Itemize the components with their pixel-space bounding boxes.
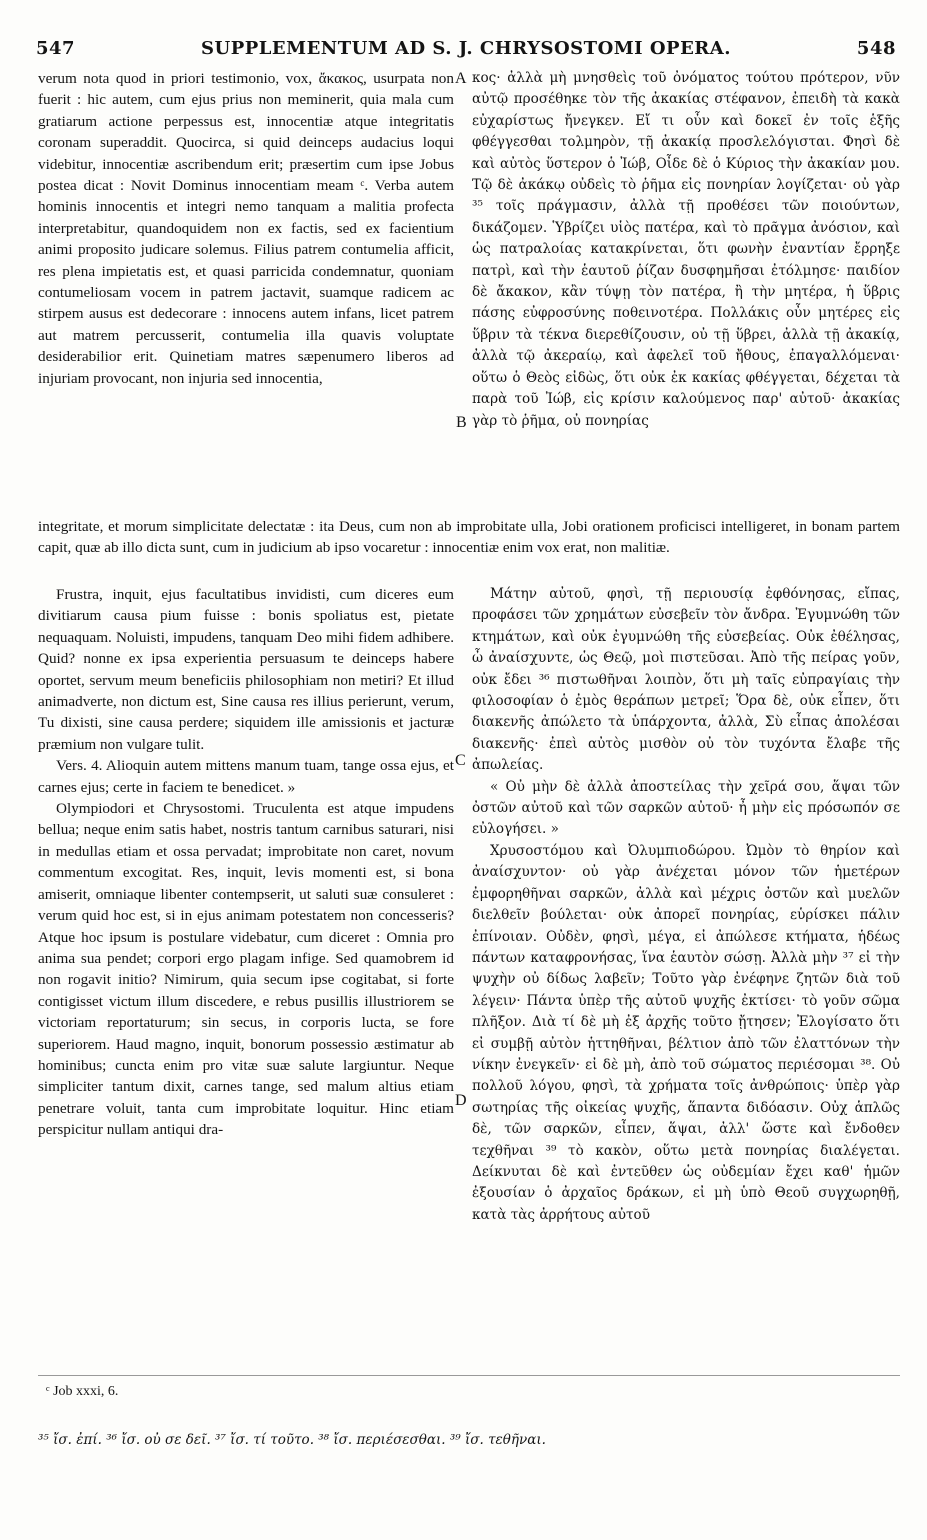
- margin-marker-c: C: [455, 752, 466, 769]
- page-number-right: 548: [856, 38, 896, 59]
- latin-paragraph: verum nota quod in priori testimonio, vox, ἄκακος, usurpata non fuerit : hic autem, cum ejus prius non meminerit, quia mala cum gratiarum actione perpessus est, innocentiæ atque integritatis coronam superaddit. Quocirca, si quid deinceps audacius loqui videbitur, innocentiæ ascribendum erit; præsertim cum ipse Jobus postea dicat : Novit Dominus innocentiam meam ᶜ. Verba autem hominis innocentis et integri nemo tanquam a malitia profecta interpretabitur, quandoquidem non ex factis, sed ex facientium animi proposito judicare solemus. Filius patrem contumelia afficit, res plena impietatis est, et quasi parricida condemnatur, quoniam contumeliosam vocem in patrem jactavit, suamque radicem ac stirpem ausus est dedecorare : innocens autem infans, licet patrem aut matrem percusserit, contumelia illa quavis voluptate desiderabilior erit. Quinetiam matres sæpenumero liberos ad injuriam provocant, non injuria sed innocentia,: [38, 70, 454, 387]
- greek-column-top: [472, 68, 900, 520]
- greek-paragraph: Χρυσοστόμου καὶ Ὀλυμπιοδώρου. Ὠμὸν τὸ θηρίον καὶ ἀναίσχυντον· οὐ γὰρ ἀνέχεται μόνον τῶν ἡμετέρων ἐμφορηθῆναι σαρκῶν, ἀλλὰ καὶ μέχρις ὀστῶν καὶ μυελῶν διελθεῖν βούλεται· οὐκ ἀπορεῖ πονηρίας, εὑρίσκει πάλιν ἐπίνοιαν. Οὐδὲν, φησὶ, μέγα, εἰ ἀπώλεσε κτήματα, ἡδέως πάντων καταφρονήσας, ἵνα ἑαυτὸν σώσῃ. Ἀλλὰ μὴν ³⁷ εἰ τὴν ψυχὴν οὐ δίδως λαβεῖν; Τοῦτο γὰρ ἐνέφηνε ζητῶν διὰ τοῦ λέγειν· Πάντα ὑπὲρ τῆς αὐτοῦ ψυχῆς ἐκτίσει· τὸ γοῦν σῶμα πλῆξον. Διὰ τί δὲ μὴ ἐξ ἀρχῆς τοῦτο ᾔτησεν; Ἐλογίσατο ὅτι εἰ συμβῇ αὐτὸν ἡττηθῆναι, βέλτιον ἀπὸ τῶν ἐλαττόνων τὴν νίκην ἐνεγκεῖν· εἰ δὲ μὴ, ἀπὸ τοῦ σώματος περιέσομαι ³⁸. Οὐ πολλοῦ λόγου, φησὶ, τὰ χρήματα τοῖς ἀνθρώποις· ὑπὲρ γὰρ σωτηρίας τῆς οἰκείας ψυχῆς, ἅπαντα διδόασιν. Οὐχ ἁπλῶς δὲ, τῶν σαρκῶν, εἶπεν, ἅψαι, ἀλλ' ὥστε καὶ ἔνδοθεν τεχθῆναι ³⁹ τὸ κακὸν, οὕτω μετὰ πονηρίας διαλέγεται. Δείκνυται δὲ καὶ ἐντεῦθεν ὡς οὐδεμίαν ἔχει καθ' ἡμῶν ἐξουσίαν ὁ ἀρχαῖος δράκων, εἰ μὴ ὑπὸ Θεοῦ συγχωρηθῇ, κατὰ τὰς ἀρρήτους αὐτοῦ: [472, 842, 900, 1223]
- latin-column-top: [38, 68, 454, 520]
- full-width-text: integritate, et morum simplicitate delectatæ : ita Deus, cum non ab improbitate ulla, Jobi orationem proficisci intelligeret, in bonam partem capit, quæ ab illo dicta sunt, cum in judicium ab ipso vocaretur : innocentiæ enim vox erat, non malitiæ.: [38, 518, 900, 557]
- page-number-left: 547: [36, 38, 76, 59]
- margin-marker-b: B: [456, 414, 467, 431]
- footnotes-greek: ³⁵ ἴσ. ἐπί. ³⁶ ἴσ. οὐ σε δεῖ. ³⁷ ἴσ. τί τοῦτο. ³⁸ ἴσ. περιέσεσθαι. ³⁹ ἴσ. τεθῆναι.: [38, 1432, 546, 1448]
- greek-verse: « Οὐ μὴν δὲ ἀλλὰ ἀποστείλας τὴν χεῖρά σου, ἅψαι τῶν ὀστῶν αὐτοῦ καὶ τῶν σαρκῶν αὐτοῦ· ἦ μὴν εἰς πρόσωπόν σε εὐλογήσει. »: [472, 778, 900, 838]
- footnote-latin: ᶜ Job xxxi, 6.: [46, 1384, 119, 1399]
- greek-column-bottom: [472, 584, 900, 1374]
- footnote-divider: [38, 1375, 900, 1376]
- latin-verse: Vers. 4. Alioquin autem mittens manum tuam, tange ossa ejus, et carnes ejus; certe in faciem te benedicet. »: [38, 757, 454, 796]
- running-title: SUPPLEMENTUM AD S. J. CHRYSOSTOMI OPERA.: [201, 38, 731, 59]
- greek-paragraph: κος· ἀλλὰ μὴ μνησθεὶς τοῦ ὀνόματος τούτου πρότερον, νῦν αὐτῷ προσέθηκε τὸν τῆς ἀκακίας στέφανον, ἐπειδὴ τὰ κακὰ εὐχαρίστως ἤνεγκεν. Εἴ τι οὖν καὶ δοκεῖ ἐν τοῖς ἑξῆς φθέγγεσθαι τολμηρὸν, τῇ ἀκακίᾳ προσλελόγισται. Φησὶ δὲ καὶ αὐτὸς ὕστερον ὁ Ἰώβ, Οἶδε δὲ ὁ Κύριος τὴν ἀκακίαν μου. Τῷ δὲ ἀκάκῳ οὐδεὶς τὸ ῥῆμα εἰς πονηρίαν λογίζεται· οὐ γὰρ ³⁵ τοῖς πράγμασιν, ἀλλὰ τῇ προθέσει τῶν ποιούντων, δικάζομεν. Ὑβρίζει υἱὸς πατέρα, καὶ τὸ πρᾶγμα ἀνόσιον, καὶ ὡς πατραλοίας κατακρίνεται, ὅτι φωνὴν ἐναντίαν ἔρρηξε πατρὶ, καὶ τὴν ἑαυτοῦ ῥίζαν δυσφημῆσαι ἐτόλμησε· παιδίον δὲ ἄκακον, κἂν τύψῃ τὸν πατέρα, ἢ τὴν μητέρα, ἡ ὕβρις πάσης εὐφροσύνης ποθεινοτέρα. Πολλάκις οὖν μητέρες εἰς ὕβριν τὰ τέκνα διερεθίζουσιν, οὐ τῇ ὕβρει, ἀλλὰ τῇ ἀκακίᾳ, ἀλλὰ τῷ ἀκεραίῳ, καὶ ἀφελεῖ τοῦ ἤθους, ἐπαγαλλόμεναι· οὕτω ὁ Θεὸς εἰδὼς, ὅτι οὐκ ἐκ κακίας φθέγγεται, δέχεται τὰ παρὰ τοῦ Ἰώβ, εἰς κρίσιν καλούμενος παρ' αὐτοῦ· ἀκακίας γὰρ τὸ ῥῆμα, οὐ πονηρίας: [472, 70, 900, 429]
- full-width-paragraph: [38, 516, 900, 580]
- greek-paragraph: Μάτην αὐτοῦ, φησὶ, τῇ περιουσίᾳ ἐφθόνησας, εἴπας, προφάσει τῶν χρημάτων εὐσεβεῖν τὸν ἄνδρα. Ἐγυμνώθη τῶν κτημάτων, καὶ οὐκ ἐγυμνώθη τῆς εὐσεβείας. Οὐκ ἐθέλησας, ὦ ἀναίσχυντε, ὡς Θεῷ, μοὶ πιστεῦσαι. Ἀπὸ τῆς πείρας γοῦν, οὐκ ἔδει ³⁶ πιστωθῆναι λοιπὸν, ὅτι μὴ ταῖς εὐπραγίαις τὴν φιλοσοφίαν ὁ ἐμὸς θεράπων μετρεῖ; Ὅρα δὲ, οὐκ εἶπεν, ὅτι διακενῆς ἀπώλετο τὰ ὑπάρχοντα, ἀλλὰ, Σὺ εἶπας ἀπολέσαι διακενῆς· ἐπεὶ αὐτὸς μισθὸν οὐ τὸν τυχόντα ἔλαβε τῆς ἀπωλείας.: [472, 586, 900, 774]
- margin-marker-d: D: [455, 1092, 467, 1109]
- margin-marker-a: A: [455, 70, 467, 87]
- page-header: [36, 38, 896, 64]
- latin-column-bottom: [38, 584, 454, 1374]
- latin-paragraph: Frustra, inquit, ejus facultatibus invidisti, cum diceres eum divitiarum causa pium fuisse : bonis spoliatus est, pietate nequaquam. Noluisti, impudens, tanquam Deo mihi fidem adhibere. Quid? nonne ex ipsa experientia persuasum te deinceps habere oportet, servum meum beneficiis philosophiam non metiri? Et illud animadverte, non dictum est, Sine causa res illius perierunt, verum, Tu dixisti, sine causa perdere; siquidem ille amissionis et jacturæ præmium non vulgare tulit.: [38, 586, 454, 753]
- latin-paragraph: Olympiodori et Chrysostomi. Truculenta est atque impudens bellua; neque enim satis habet, nostris tantum carnibus saturari, nisi in medullas etiam et ossa pervadat; improbitate non caret, novum commentum excogitat. Res, inquit, levis momenti est, si bona amiserit, omniaque libenter contempserit, ut saluti suæ consuleret : verum quid hoc est, si in ejus animam potestatem non concesseris? Atque hoc ipsum is postulare videbatur, cum diceret : Omnia pro anima sua pendet; corpori ergo plagam infige. Sed quamobrem id non rogavit initio? Nimirum, quia secum ipse cogitabat, si forte contigisset victum illum discedere, e rebus pusillis illustriorem se victoriam reportaturum; sin secus, in corporis lucta, se fore superiorem. Haud magno, inquit, bonorum possessio æstimatur ab hominibus; cuncta enim pro vitæ suæ salute largiuntur. Neque simpliciter tantum dixit, carnes tange, sed malum altius etiam penetrare voluit, tanta cum improbitate loquitur. Hinc etiam perspicitur nullam antiqui dra-: [38, 800, 454, 1139]
